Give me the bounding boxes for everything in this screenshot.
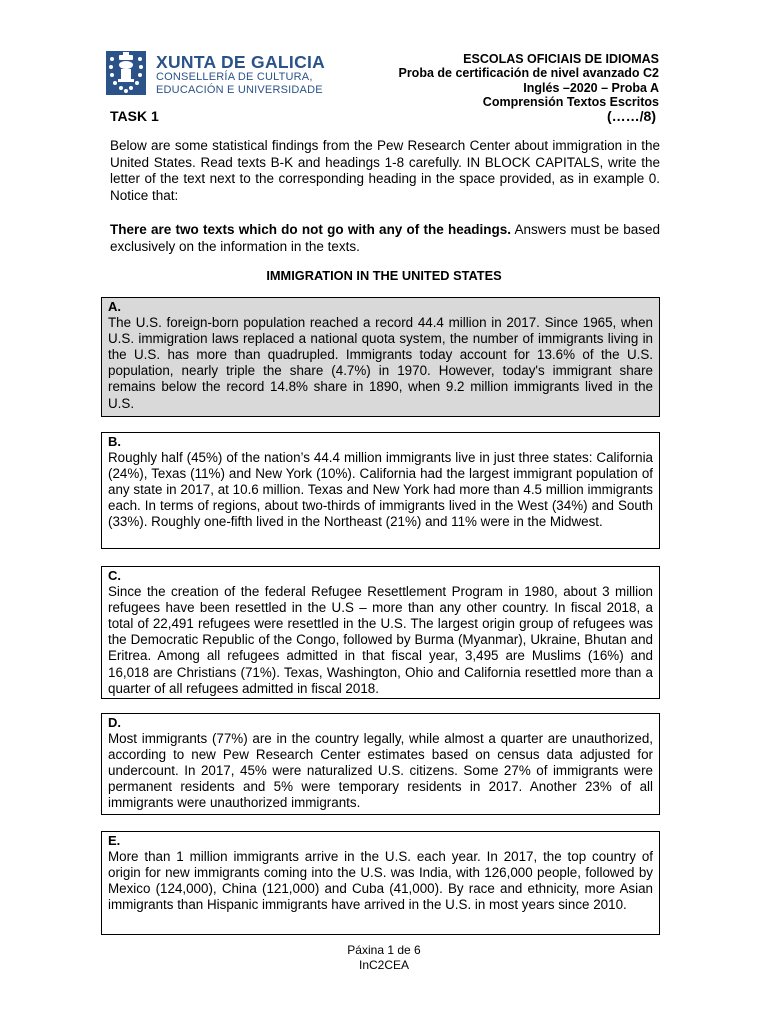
page-number: Páxina 1 de 6 <box>347 943 421 957</box>
text-box-d <box>101 713 660 815</box>
exam-header-line1: ESCOLAS OFICIAIS DE IDIOMAS <box>463 52 659 66</box>
text-letter: C. <box>108 568 121 583</box>
text-body: Most immigrants (77%) are in the country legally, while almost a quarter are unauthorized, according to new Pew Research Center estimates based on census data adjusted for undercount. In 2017, 45% were naturalized U.S. citizens. Some 27% of immigrants were permanent residents and 5% were temporary residents in 2017. Another 23% of all immigrants were unauthorized immigrants. <box>108 730 653 811</box>
task-title: TASK 1 <box>110 108 159 124</box>
text-letter: E. <box>108 833 121 848</box>
page-footer <box>0 943 768 973</box>
text-letter: D. <box>108 715 121 730</box>
note-bold: There are two texts which do not go with any of the headings. <box>110 222 512 237</box>
exam-header-line4: Comprensión Textos Escritos <box>482 94 659 109</box>
note-paragraph <box>110 222 660 255</box>
logo-subtitle <box>156 71 323 97</box>
galicia-emblem-icon <box>106 51 146 95</box>
text-box-b <box>101 432 660 549</box>
document-code: InC2CEA <box>358 958 410 972</box>
text-body: The U.S. foreign-born population reached a record 44.4 million in 2017. Since 1965, when U.S. immigration laws replaced a national quota system, the number of immigrants living in the U.S. has more than quadrupled. Immigrants today account for 13.6% of the U.S. population, nearly triple the share (4.7%) in 1970. However, today's immigrant share remains below the record 14.8% share in 1890, when 9.2 million immigrants lived in the U.S. <box>108 314 653 411</box>
logo-title: XUNTA DE GALICIA <box>156 52 326 72</box>
section-title: IMMIGRATION IN THE UNITED STATES <box>266 268 502 283</box>
text-box-a <box>101 297 660 417</box>
instructions-paragraph: Below are some statistical findings from the Pew Research Center about immigration in the United States. Read texts B-K and headings 1-8 carefully. IN BLOCK CAPITALS, write the letter of the text next to the corresponding heading in the space provided, as in example 0. Notice that: <box>110 138 660 203</box>
note-rest: Answers must be based exclusively on the information in the texts. <box>110 222 660 254</box>
text-letter: A. <box>108 299 121 314</box>
exam-header-line2: Proba de certificación de nivel avanzado C2 <box>398 66 659 81</box>
task-score: (……/8) <box>607 108 656 124</box>
text-body: Roughly half (45%) of the nation’s 44.4 million immigrants live in just three states: California (24%), Texas (11%) and New York (10%). California had the largest immigrant population of any state in 2017, at 10.6 million. Texas and New York had more than 4.5 million immigrants each. In terms of regions, about two-thirds of immigrants lived in the West (34%) and South (33%). Roughly one-fifth lived in the Northeast (21%) and 11% were in the Midwest. <box>108 449 653 530</box>
logo-subtitle-line2: EDUCACIÓN E UNIVERSIDADE <box>156 84 323 96</box>
text-box-e <box>101 831 660 935</box>
text-body: Since the creation of the federal Refugee Resettlement Program in 1980, about 3 million refugees have been resettled in the U.S – more than any other country. In fiscal 2018, a total of 22,491 refugees were resettled in the U.S. The largest origin group of refugees was the Democratic Republic of the Congo, followed by Burma (Myanmar), Ukraine, Bhutan and Eritrea. Among all refugees admitted in that fiscal year, 3,495 are Muslims (16%) and 16,018 are Christians (71%). Texas, Washington, Ohio and California resettled more than a quarter of all refugees admitted in fiscal 2018. <box>108 583 653 696</box>
logo-subtitle-line1: CONSELLERÍA DE CULTURA, <box>156 71 313 83</box>
text-letter: B. <box>108 434 121 449</box>
exam-header <box>398 52 659 109</box>
xunta-logo <box>106 51 356 101</box>
text-box-c <box>101 566 660 699</box>
text-body: More than 1 million immigrants arrive in the U.S. each year. In 2017, the top country of origin for new immigrants coming into the U.S. was India, with 126,000 people, followed by Mexico (124,000), China (121,000) and Cuba (41,000). By race and ethnicity, more Asian immigrants than Hispanic immigrants have arrived in the U.S. in most years since 2010. <box>108 848 653 913</box>
exam-header-line3: Inglés –2020 – Proba A <box>523 80 659 95</box>
